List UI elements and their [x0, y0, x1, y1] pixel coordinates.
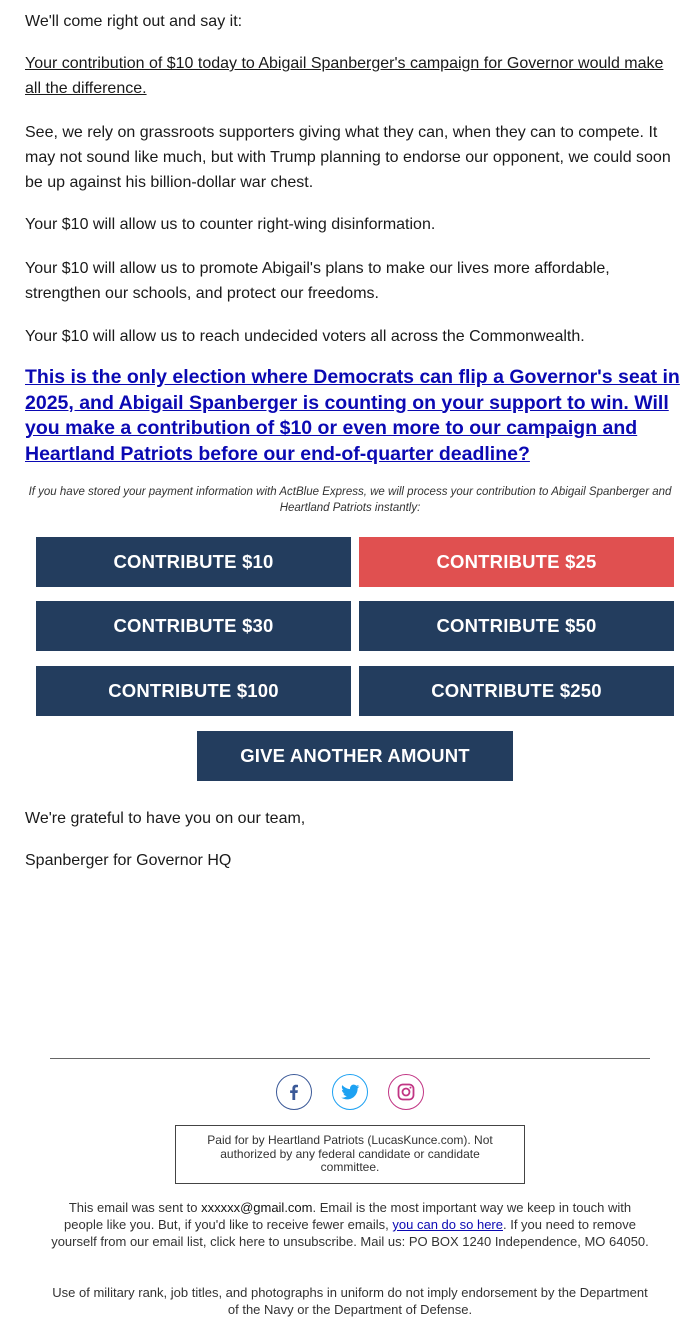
contribute-250-button[interactable]: CONTRIBUTE $250 — [359, 666, 674, 716]
sent-to-suffix: . If you need to remove yourself from our email list, click here to unsubscribe. Mail us: PO BOX 1240 Independence, MO 64050. — [51, 1217, 649, 1249]
ask-paragraph: Your contribution of $10 today to Abigail Spanberger's campaign for Governor would make all the difference. — [25, 55, 664, 97]
fewer-emails-link[interactable]: you can do so here — [392, 1217, 503, 1232]
footer-divider — [50, 1058, 650, 1059]
signature: Spanberger for Governor HQ — [25, 852, 232, 869]
headline-donate-link[interactable]: This is the only election where Democrats can flip a Governor's seat in 2025, and Abigail Spanberger is counting on your support to win. Will you make a contribution of $10 or even more to our campaign and Heartland Patriots before our end-of-quarter deadline? — [25, 366, 680, 465]
contribute-30-button[interactable]: CONTRIBUTE $30 — [36, 601, 351, 651]
facebook-icon[interactable] — [276, 1074, 312, 1110]
sent-to-prefix: This email was sent to — [68, 1200, 202, 1215]
plans-paragraph: Your $10 will allow us to promote Abigail's plans to make our lives more affordable, strengthen our schools, and protect our freedoms. — [25, 260, 610, 302]
instagram-icon[interactable] — [388, 1074, 424, 1110]
military-disclaimer: Use of military rank, job titles, and photographs in uniform do not imply endorsement by the Department of the Navy or the Department of Defense. — [52, 1285, 648, 1317]
disinfo-paragraph: Your $10 will allow us to counter right-wing disinformation. — [25, 216, 436, 233]
contribute-50-button[interactable]: CONTRIBUTE $50 — [359, 601, 674, 651]
give-another-amount-button[interactable]: GIVE ANOTHER AMOUNT — [197, 731, 513, 781]
contribute-25-button[interactable]: CONTRIBUTE $25 — [359, 537, 674, 587]
closing-line: We're grateful to have you on our team, — [25, 810, 306, 827]
grassroots-paragraph: See, we rely on grassroots supporters giving what they can, when they can to compete. It may not sound like much, but with Trump planning to endorse our opponent, we could soon be up against his billion-dollar war chest. — [25, 124, 671, 191]
voters-paragraph: Your $10 will allow us to reach undecided voters all across the Commonwealth. — [25, 328, 585, 345]
contribute-10-button[interactable]: CONTRIBUTE $10 — [36, 537, 351, 587]
contribute-100-button[interactable]: CONTRIBUTE $100 — [36, 666, 351, 716]
sent-to-middle: . Email is the most important way we keep in touch with people like you. But, if you'd like to receive fewer emails, — [64, 1200, 632, 1232]
footer-unsubscribe-text — [50, 1199, 650, 1250]
paid-for-disclaimer: Paid for by Heartland Patriots (LucasKunce.com). Not authorized by any federal candidate or candidate committee. — [175, 1125, 525, 1184]
actblue-express-note: If you have stored your payment information with ActBlue Express, we will process your contribution to Abigail Spanberger and Heartland Patriots instantly: — [28, 486, 672, 514]
recipient-email: xxxxxx@gmail.com — [201, 1200, 313, 1215]
twitter-icon[interactable] — [332, 1074, 368, 1110]
opening-line: We'll come right out and say it: — [25, 13, 243, 30]
